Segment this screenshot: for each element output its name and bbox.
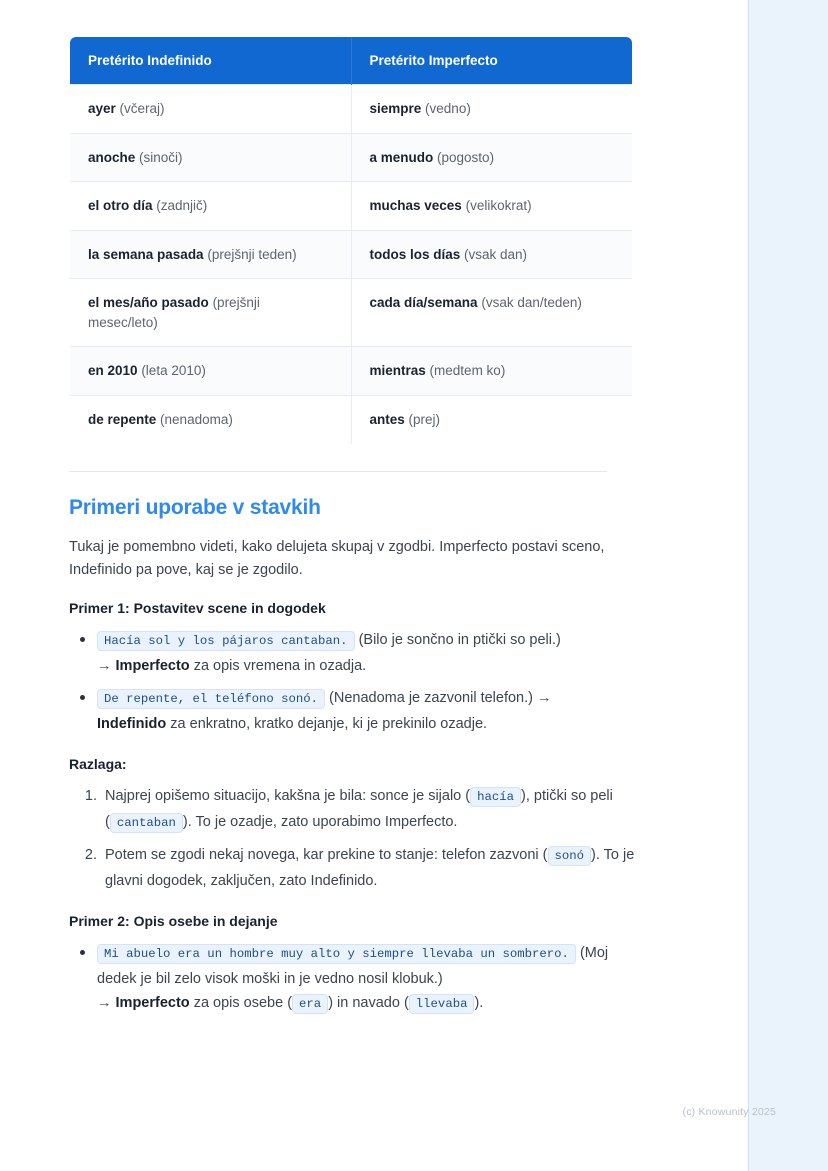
gloss: (vedno)	[425, 101, 471, 116]
watermark: (c) Knowunity 2025	[682, 1106, 776, 1118]
table-cell-imperfecto	[351, 347, 633, 396]
table-cell-indefinido	[70, 279, 352, 347]
text-part: ) in navado (	[328, 995, 409, 1012]
table-cell-imperfecto	[351, 133, 633, 182]
text-part: Potem se zgodi nekaj novega, kar prekine to stanje: telefon zazvoni (	[105, 847, 548, 864]
tense-label: Imperfecto	[115, 657, 190, 674]
verb-chip: era	[292, 994, 328, 1014]
term: de repente	[88, 411, 157, 427]
table-head	[70, 37, 633, 85]
table-row	[70, 279, 633, 347]
gloss: (zadnjič)	[156, 198, 208, 214]
gloss: (sinoči)	[139, 149, 183, 165]
verb-chip: cantaban	[110, 813, 183, 833]
translation: (Nenadoma je zazvonil telefon.)	[329, 690, 533, 707]
example1-list	[69, 628, 635, 736]
table-cell-imperfecto	[351, 230, 633, 279]
spanish-example-code: De repente, el teléfono sonó.	[97, 689, 325, 709]
list-item	[101, 784, 635, 835]
term: mientras	[369, 363, 426, 379]
table-cell-indefinido	[70, 230, 352, 279]
explanation-heading: Razlaga:	[69, 756, 127, 773]
table-body	[70, 85, 633, 445]
term: el otro día	[88, 198, 153, 214]
gloss: (prejšnji mesec/leto)	[88, 295, 260, 330]
spanish-example-code: Hacía sol y los pájaros cantaban.	[97, 631, 355, 651]
section-divider	[69, 471, 607, 472]
term: a menudo	[369, 149, 434, 165]
right-rail	[748, 0, 828, 1171]
table-row	[70, 347, 633, 396]
gloss: (vsak dan)	[464, 246, 528, 262]
tense-label: Imperfecto	[115, 995, 190, 1012]
tense-markers-table	[69, 36, 633, 445]
verb-chip: llevaba	[409, 994, 475, 1014]
term: todos los días	[369, 246, 461, 262]
text-part: ). To je ozadje, zato uporabimo Imperfecto.	[182, 813, 458, 830]
gloss: (prejšnji teden)	[207, 246, 297, 262]
translation: (Moj dedek je bil zelo visok moški in je vedno nosil klobuk.)	[97, 945, 609, 987]
table-cell-indefinido	[70, 133, 352, 182]
text-part: Najprej opišemo situacijo, kakšna je bila: sonce je sijalo (	[105, 788, 471, 805]
verb-chip: sonó	[548, 846, 592, 866]
list-item	[97, 686, 635, 736]
table-cell-imperfecto	[351, 85, 633, 134]
table-header-imperfecto: Pretérito Imperfecto	[351, 37, 633, 85]
table-cell-indefinido	[70, 347, 352, 396]
gloss: (leta 2010)	[141, 363, 206, 379]
verb-chip: hacía	[470, 787, 521, 807]
explanation-tail: za opis vremena in ozadja.	[193, 657, 367, 674]
term: cada día/semana	[369, 295, 478, 311]
table-cell-indefinido	[70, 395, 352, 444]
tense-label: Indefinido	[97, 715, 167, 732]
table-cell-indefinido	[70, 182, 352, 231]
term: la semana pasada	[88, 246, 204, 262]
gloss: (prej)	[408, 411, 441, 427]
term: antes	[369, 411, 405, 427]
term: en 2010	[88, 363, 138, 379]
table-header-indefinido: Pretérito Indefinido	[70, 37, 352, 85]
section-intro: Tukaj je pomembno videti, kako delujeta skupaj v zgodbi. Imperfecto postavi sceno, Indefinido pa pove, kaj se je zgodilo.	[69, 538, 605, 578]
arrow-glyph: →	[97, 657, 112, 674]
list-item	[97, 941, 635, 1016]
list-item	[97, 628, 635, 678]
text-part: za opis osebe (	[193, 995, 293, 1012]
table-row	[70, 133, 633, 182]
gloss: (pogosto)	[437, 149, 495, 165]
gloss: (medtem ko)	[429, 363, 506, 379]
example1-heading: Primer 1: Postavitev scene in dogodek	[69, 600, 326, 617]
translation: (Bilo je sončno in ptički so peli.)	[358, 632, 561, 649]
gloss: (velikokrat)	[465, 198, 532, 214]
text-part: ), ptički so peli (	[105, 788, 613, 830]
gloss: (nenadoma)	[160, 411, 233, 427]
term: muchas veces	[369, 198, 462, 214]
explanation-tail: za enkratno, kratko dejanje, ki je prekinilo ozadje.	[170, 715, 488, 732]
table-cell-imperfecto	[351, 395, 633, 444]
arrow-glyph: →	[97, 995, 112, 1012]
table-row	[70, 395, 633, 444]
explanation-list	[69, 784, 635, 893]
table-row	[70, 85, 633, 134]
text-part: ). To je glavni dogodek, zaključen, zato Indefinido.	[105, 847, 635, 889]
gloss: (včeraj)	[119, 101, 165, 116]
table-header-row	[70, 37, 633, 85]
term: ayer	[88, 101, 116, 116]
spanish-example-code: Mi abuelo era un hombre muy alto y siempre llevaba un sombrero.	[97, 944, 576, 964]
table-cell-imperfecto	[351, 182, 633, 231]
example2-heading: Primer 2: Opis osebe in dejanje	[69, 913, 278, 930]
table-row	[70, 182, 633, 231]
arrow-glyph: →	[537, 690, 552, 707]
document-content	[69, 0, 635, 1031]
example2-list	[69, 941, 635, 1016]
text-part: ).	[474, 995, 484, 1012]
table-cell-indefinido	[70, 85, 352, 134]
term: anoche	[88, 149, 136, 165]
gloss: (vsak dan/teden)	[481, 295, 582, 311]
term: el mes/año pasado	[88, 295, 209, 311]
table-cell-imperfecto	[351, 279, 633, 347]
list-item	[101, 843, 635, 893]
term: siempre	[369, 101, 422, 116]
page-title: Primeri uporabe v stavkih	[69, 495, 321, 519]
table-row	[70, 230, 633, 279]
